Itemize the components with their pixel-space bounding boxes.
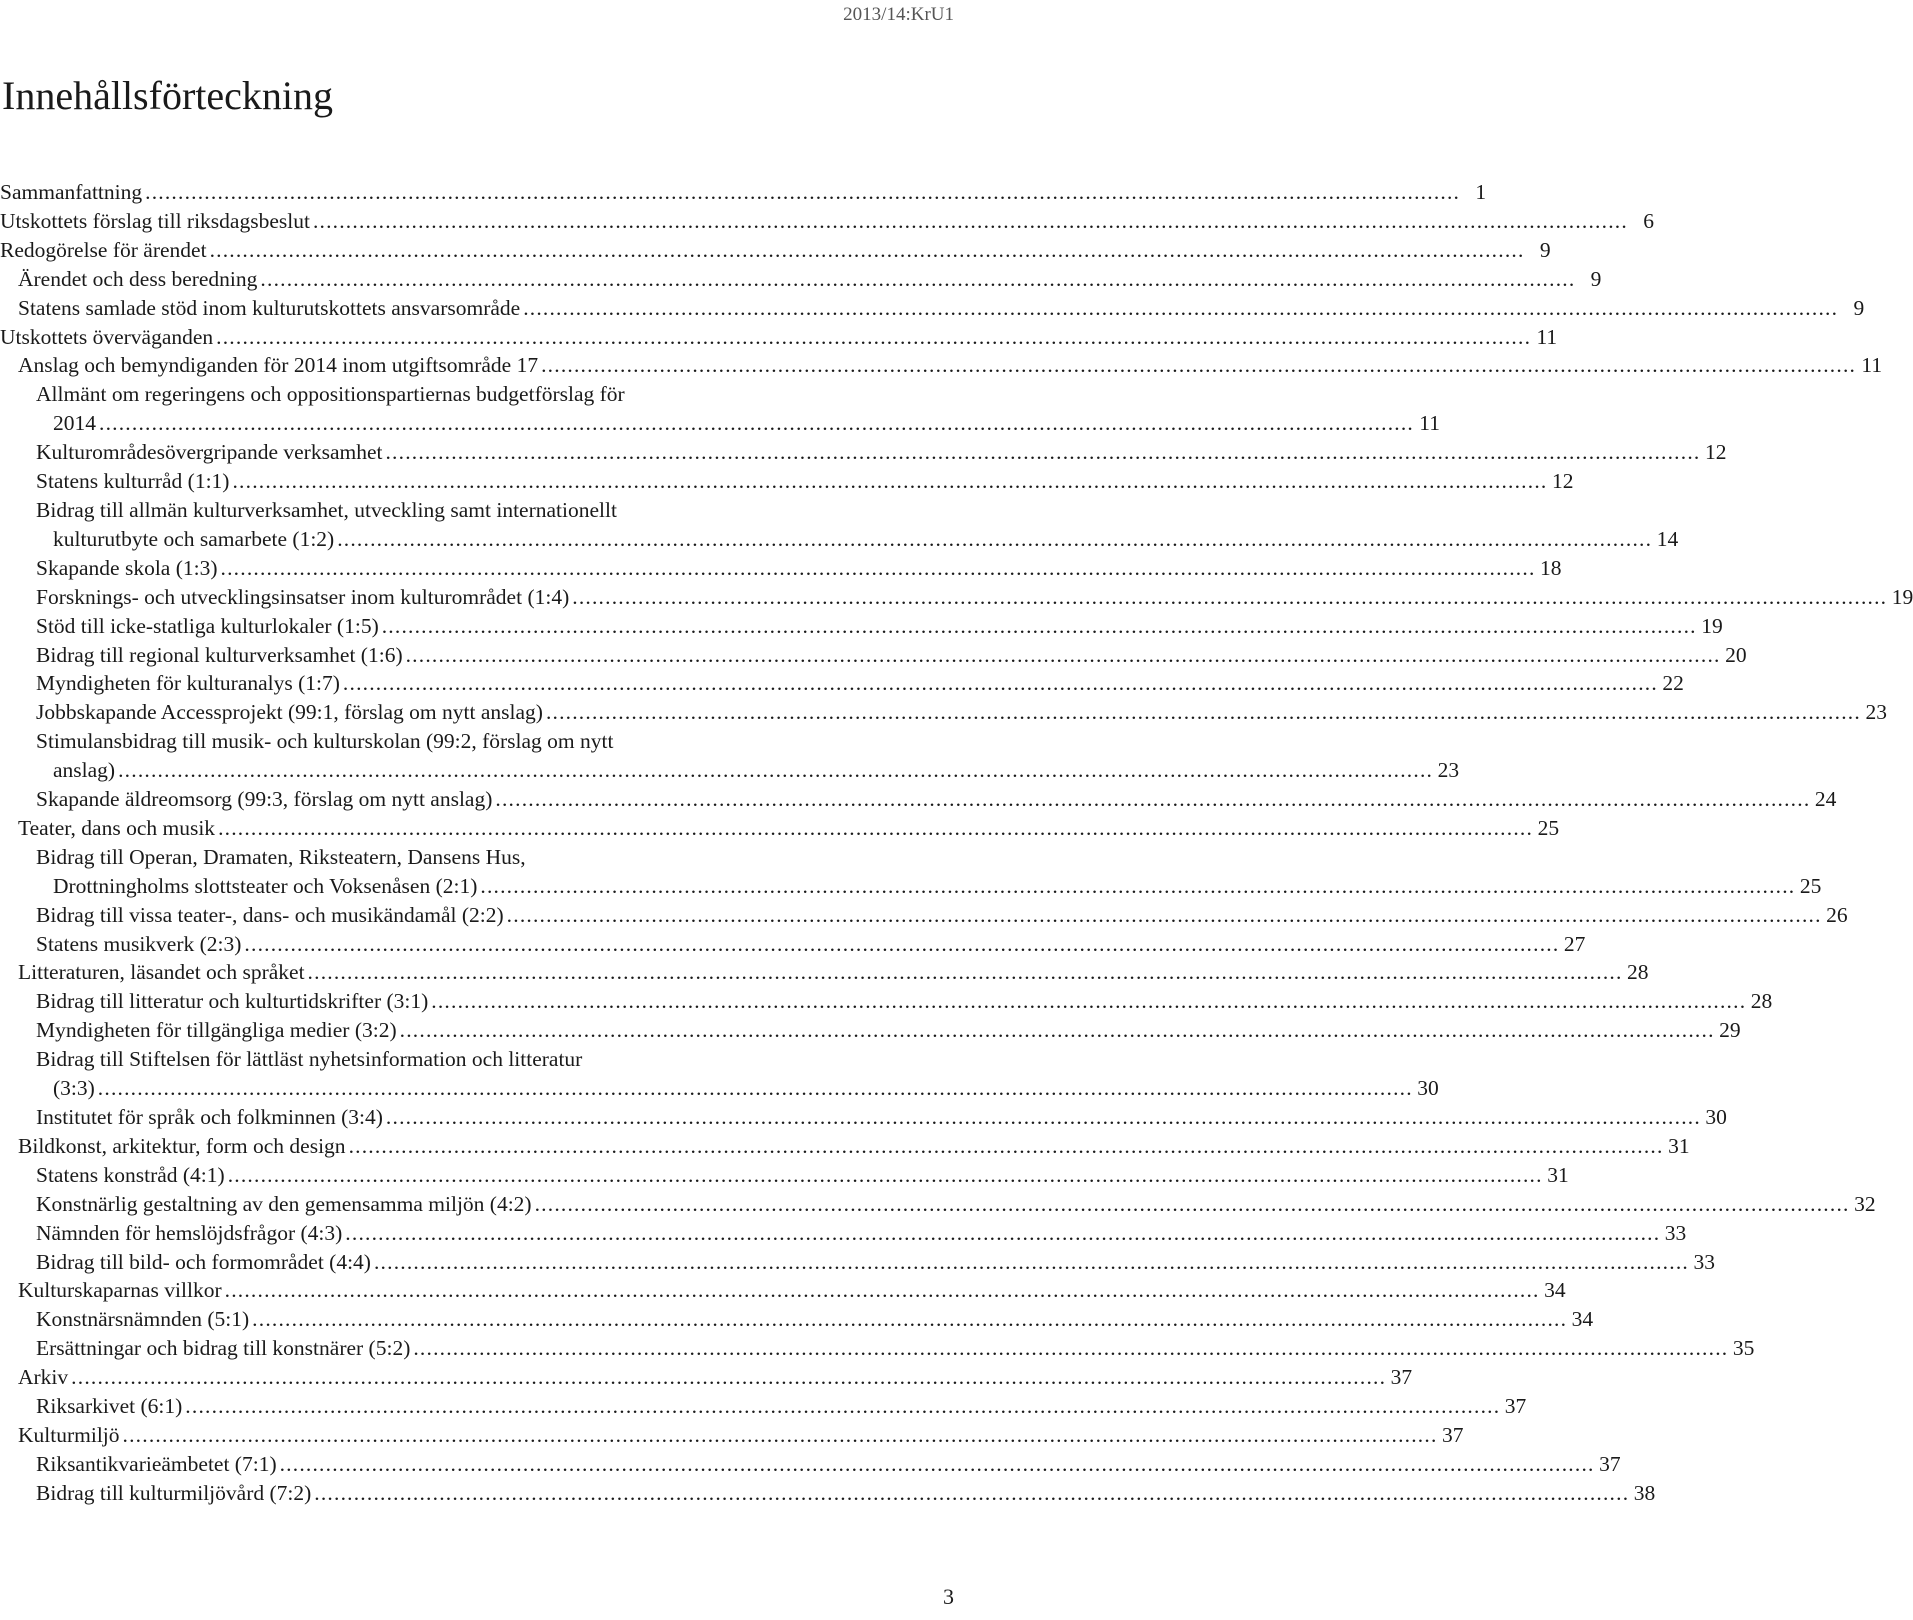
- toc-entry[interactable]: [0, 1161, 1569, 1190]
- toc-entry[interactable]: [0, 467, 1574, 496]
- toc-entry-label: Statens kulturråd (1:1): [36, 469, 230, 494]
- toc-entry[interactable]: [0, 930, 1586, 959]
- dot-leader: ........................................................................................................................................................................................................: [232, 469, 1548, 494]
- toc-entry-page: 30: [1705, 1105, 1727, 1129]
- toc-entry-page: 25: [1799, 873, 1822, 898]
- toc-entry[interactable]: [0, 1016, 1741, 1045]
- dot-leader: ........................................................................................................................................................................................................: [216, 324, 1532, 349]
- toc-entry[interactable]: [0, 1219, 1687, 1248]
- dot-leader: ........................................................................................................................................................................................................: [260, 266, 1576, 291]
- toc-entry-label: Statens samlade stöd inom kulturutskottets ansvarsområde: [18, 295, 521, 320]
- toc-entry[interactable]: [0, 987, 1773, 1016]
- dot-leader: ........................................................................................................................................................................................................: [122, 1422, 1438, 1447]
- toc-entry-label-line1: Bidrag till Stiftelsen för lättläst nyhetsinformation och litteratur: [36, 1047, 583, 1072]
- toc-entry[interactable]: [0, 294, 1865, 323]
- dot-leader: ........................................................................................................................................................................................................: [244, 931, 1560, 956]
- page-title: Innehållsförteckning: [2, 73, 333, 118]
- toc-entry[interactable]: [0, 207, 1654, 236]
- toc-entry-page: 18: [1540, 555, 1562, 580]
- toc-entry-page: 31: [1668, 1133, 1690, 1158]
- toc-entry-page: 37: [1390, 1365, 1413, 1390]
- dot-leader: ........................................................................................................................................................................................................: [399, 1018, 1715, 1043]
- toc-entry[interactable]: [0, 612, 1723, 641]
- toc-entry-label: Litteraturen, läsandet och språket: [18, 960, 305, 985]
- toc-entry-label: Ersättningar och bidrag till konstnärer (5:2): [36, 1336, 411, 1361]
- dot-leader: ........................................................................................................................................................................................................: [99, 411, 1414, 436]
- toc-entry-label: kulturutbyte och samarbete (1:2): [53, 526, 335, 551]
- toc-entry-page: 23: [1437, 758, 1460, 783]
- toc-entry[interactable]: [0, 178, 1487, 207]
- dot-leader: ........................................................................................................................................................................................................: [385, 440, 1701, 465]
- toc-entry[interactable]: [0, 265, 1602, 294]
- toc-entry[interactable]: [0, 496, 1679, 554]
- toc-entry-label: Kulturområdesövergripande verksamhet: [36, 440, 383, 465]
- toc-entry-page: 11: [1536, 324, 1558, 349]
- dot-leader: ........................................................................................................................................................................................................: [480, 873, 1796, 898]
- dot-leader: ........................................................................................................................................................................................................: [545, 700, 1861, 725]
- toc-entry[interactable]: [0, 351, 1883, 380]
- dot-leader: ........................................................................................................................................................................................................: [506, 902, 1822, 927]
- toc-entry-label: Utskottets förslag till riksdagsbeslut: [0, 208, 310, 233]
- toc-entry-label: Stöd till icke-statliga kulturlokaler (1:5): [36, 613, 379, 638]
- toc-entry-page: 9: [1590, 266, 1602, 291]
- toc-entry-label: Bidrag till kulturmiljövård (7:2): [36, 1480, 312, 1505]
- toc-entry-page: 12: [1551, 469, 1574, 494]
- toc-entry-label-line1: Allmänt om regeringens och oppositionspartiernas budgetförslag för: [36, 382, 625, 407]
- dot-leader: ........................................................................................................................................................................................................: [534, 1191, 1850, 1216]
- dot-leader: ........................................................................................................................................................................................................: [413, 1336, 1729, 1361]
- toc-entry-page: 26: [1826, 902, 1848, 927]
- toc-entry-page: 1: [1475, 180, 1487, 204]
- toc-entry-label: Nämnden för hemslöjdsfrågor (4:3): [36, 1220, 343, 1245]
- toc-entry[interactable]: [0, 1363, 1413, 1392]
- toc-entry-label: Utskottets överväganden: [0, 324, 214, 349]
- toc-entry[interactable]: [0, 583, 1913, 612]
- toc-entry-label: Bidrag till vissa teater-, dans- och musikändamål (2:2): [36, 902, 504, 927]
- dot-leader: ........................................................................................................................................................................................................: [337, 526, 1653, 551]
- toc-entry-page: 37: [1504, 1394, 1527, 1419]
- toc-entry-label: Statens musikverk (2:3): [36, 931, 242, 956]
- dot-leader: ........................................................................................................................................................................................................: [348, 1133, 1664, 1158]
- toc-entry-label: Bildkonst, arkitektur, form och design: [18, 1133, 346, 1158]
- toc-entry-label: Myndigheten för kulturanalys (1:7): [36, 671, 340, 696]
- toc-entry-page: 32: [1854, 1191, 1876, 1216]
- toc-entry-label: Institutet för språk och folkminnen (3:4): [36, 1105, 383, 1129]
- dot-leader: ........................................................................................................................................................................................................: [252, 1307, 1568, 1332]
- toc-entry-page: 27: [1563, 931, 1586, 956]
- toc-entry[interactable]: [0, 380, 1440, 438]
- toc-entry[interactable]: [0, 1392, 1527, 1421]
- toc-entry-label: Bidrag till litteratur och kulturtidskrifter (3:1): [36, 989, 429, 1014]
- toc-entry-page: 11: [1419, 411, 1440, 436]
- toc-entry-label: Riksantikvarieämbetet (7:1): [36, 1451, 277, 1476]
- toc-entry-page: 38: [1633, 1480, 1656, 1505]
- toc-entry-label: Konstnärlig gestaltning av den gemensamma miljön (4:2): [36, 1191, 532, 1216]
- dot-leader: ........................................................................................................................................................................................................: [373, 1249, 1689, 1274]
- toc-entry[interactable]: [0, 669, 1684, 698]
- toc-entry-page: 22: [1662, 671, 1684, 696]
- toc-entry-page: 9: [1539, 237, 1551, 262]
- dot-leader: ........................................................................................................................................................................................................: [209, 237, 1525, 262]
- toc-entry[interactable]: [0, 814, 1560, 843]
- dot-leader: ........................................................................................................................................................................................................: [523, 295, 1839, 320]
- toc-entry-label: Ärendet och dess beredning: [18, 266, 258, 291]
- toc-entry[interactable]: [0, 843, 1822, 901]
- dot-leader: ........................................................................................................................................................................................................: [385, 1105, 1701, 1129]
- toc-entry-label: Skapande skola (1:3): [36, 555, 218, 580]
- toc-entry[interactable]: [0, 1276, 1566, 1305]
- dot-leader: ........................................................................................................................................................................................................: [71, 1365, 1387, 1390]
- toc-entry-label: Bidrag till bild- och formområdet (4:4): [36, 1249, 371, 1274]
- toc-entry-label: Forsknings- och utvecklingsinsatser inom kulturområdet (1:4): [36, 584, 570, 609]
- toc-entry-page: 23: [1865, 700, 1887, 725]
- toc-entry-page: 33: [1664, 1220, 1687, 1245]
- dot-leader: ........................................................................................................................................................................................................: [342, 671, 1658, 696]
- toc-entry-page: 12: [1704, 440, 1727, 465]
- toc-entry-page: 25: [1537, 815, 1560, 840]
- toc-entry-label-line1: Bidrag till Operan, Dramaten, Riksteatern, Dansens Hus,: [36, 844, 526, 869]
- toc-entry-label: Sammanfattning: [0, 180, 143, 204]
- toc-entry-page: 19: [1701, 613, 1723, 638]
- toc-entry[interactable]: [0, 1479, 1656, 1508]
- toc-entry[interactable]: [0, 727, 1460, 785]
- toc-entry-page: 28: [1750, 989, 1773, 1014]
- toc-entry-page: 19: [1891, 584, 1913, 609]
- toc-entry[interactable]: [0, 785, 1837, 814]
- toc-entry-label: Bidrag till regional kulturverksamhet (1:6): [36, 642, 403, 667]
- dot-leader: ........................................................................................................................................................................................................: [218, 815, 1534, 840]
- toc-entry-label: Statens konstråd (4:1): [36, 1162, 225, 1187]
- toc-entry-page: 20: [1725, 642, 1747, 667]
- toc-entry-label: Konstnärsnämnden (5:1): [36, 1307, 250, 1332]
- toc-entry-page: 29: [1719, 1018, 1741, 1043]
- toc-entry-page: 37: [1599, 1451, 1621, 1476]
- dot-leader: ........................................................................................................................................................................................................: [312, 208, 1628, 233]
- toc-entry-label: Kulturskaparnas villkor: [18, 1278, 222, 1303]
- toc-entry-page: 35: [1732, 1336, 1755, 1361]
- toc-entry-page: 34: [1571, 1307, 1594, 1332]
- toc-entry-page: 11: [1861, 353, 1883, 378]
- dot-leader: ........................................................................................................................................................................................................: [118, 758, 1434, 783]
- toc-entry-label: Teater, dans och musik: [18, 815, 216, 840]
- toc-entry-label-line1: Stimulansbidrag till musik- och kulturskolan (99:2, förslag om nytt: [36, 729, 614, 754]
- toc-entry[interactable]: [0, 1190, 1876, 1219]
- page-number: 3: [943, 1584, 954, 1609]
- toc-entry-label: Redogörelse för ärendet: [0, 237, 207, 262]
- toc-entry-page: 31: [1547, 1162, 1569, 1187]
- toc-entry-label: Riksarkivet (6:1): [36, 1394, 183, 1419]
- dot-leader: ........................................................................................................................................................................................................: [405, 642, 1721, 667]
- dot-leader: ........................................................................................................................................................................................................: [345, 1220, 1661, 1245]
- toc-entry[interactable]: [0, 901, 1848, 930]
- dot-leader: ........................................................................................................................................................................................................: [307, 960, 1623, 985]
- dot-leader: ........................................................................................................................................................................................................: [227, 1162, 1543, 1187]
- dot-leader: ........................................................................................................................................................................................................: [314, 1480, 1630, 1505]
- toc-entry[interactable]: [0, 438, 1727, 467]
- dot-leader: ........................................................................................................................................................................................................: [541, 353, 1857, 378]
- toc-entry[interactable]: [0, 1334, 1755, 1363]
- table-of-contents: [0, 178, 1913, 1508]
- toc-entry[interactable]: [0, 236, 1551, 265]
- dot-leader: ........................................................................................................................................................................................................: [572, 584, 1888, 609]
- toc-entry[interactable]: [0, 1248, 1715, 1277]
- toc-entry-label: Myndigheten för tillgängliga medier (3:2): [36, 1018, 397, 1043]
- toc-entry[interactable]: [0, 1305, 1594, 1334]
- toc-entry-label: Jobbskapande Accessprojekt (99:1, förslag om nytt anslag): [36, 700, 543, 725]
- toc-entry-page: 34: [1544, 1278, 1566, 1303]
- toc-entry-page: 37: [1442, 1422, 1464, 1447]
- toc-entry[interactable]: [0, 958, 1649, 987]
- dot-leader: ........................................................................................................................................................................................................: [220, 555, 1536, 580]
- toc-entry[interactable]: [0, 1132, 1690, 1161]
- toc-entry-page: 33: [1693, 1249, 1715, 1274]
- toc-entry[interactable]: [0, 641, 1747, 670]
- dot-leader: ........................................................................................................................................................................................................: [97, 1076, 1413, 1101]
- toc-entry[interactable]: [0, 1421, 1464, 1450]
- toc-entry-page: 30: [1417, 1076, 1439, 1101]
- toc-entry-label: Arkiv: [18, 1365, 69, 1390]
- dot-leader: ........................................................................................................................................................................................................: [381, 613, 1697, 638]
- dot-leader: ........................................................................................................................................................................................................: [495, 787, 1811, 812]
- dot-leader: ........................................................................................................................................................................................................: [185, 1394, 1501, 1419]
- dot-leader: ........................................................................................................................................................................................................: [224, 1278, 1540, 1303]
- toc-entry[interactable]: [0, 1450, 1621, 1479]
- toc-entry-page: 6: [1643, 208, 1654, 233]
- toc-entry[interactable]: [0, 698, 1887, 727]
- toc-entry-page: 28: [1627, 960, 1649, 985]
- toc-entry[interactable]: [0, 1045, 1439, 1103]
- toc-entry[interactable]: [0, 323, 1558, 352]
- toc-entry-label-line1: Bidrag till allmän kulturverksamhet, utveckling samt internationellt: [36, 497, 617, 522]
- toc-entry[interactable]: [0, 554, 1562, 583]
- toc-entry-label: (3:3): [53, 1076, 95, 1101]
- document-reference: 2013/14:KrU1: [843, 4, 954, 25]
- toc-entry-label: 2014: [53, 411, 96, 436]
- toc-entry-label: Anslag och bemyndiganden för 2014 inom utgiftsområde 17: [18, 353, 539, 378]
- toc-entry-label: anslag): [53, 758, 116, 783]
- dot-leader: ........................................................................................................................................................................................................: [431, 989, 1747, 1014]
- toc-entry-label: Kulturmiljö: [18, 1422, 120, 1447]
- toc-entry-page: 14: [1656, 526, 1679, 551]
- toc-entry[interactable]: [0, 1103, 1727, 1132]
- toc-entry-page: 9: [1853, 295, 1865, 320]
- dot-leader: ........................................................................................................................................................................................................: [279, 1451, 1595, 1476]
- toc-entry-label: Skapande äldreomsorg (99:3, förslag om nytt anslag): [36, 787, 493, 812]
- toc-entry-label: Drottningholms slottsteater och Voksenåsen (2:1): [53, 873, 478, 898]
- toc-entry-page: 24: [1814, 787, 1837, 812]
- dot-leader: ........................................................................................................................................................................................................: [145, 180, 1461, 204]
